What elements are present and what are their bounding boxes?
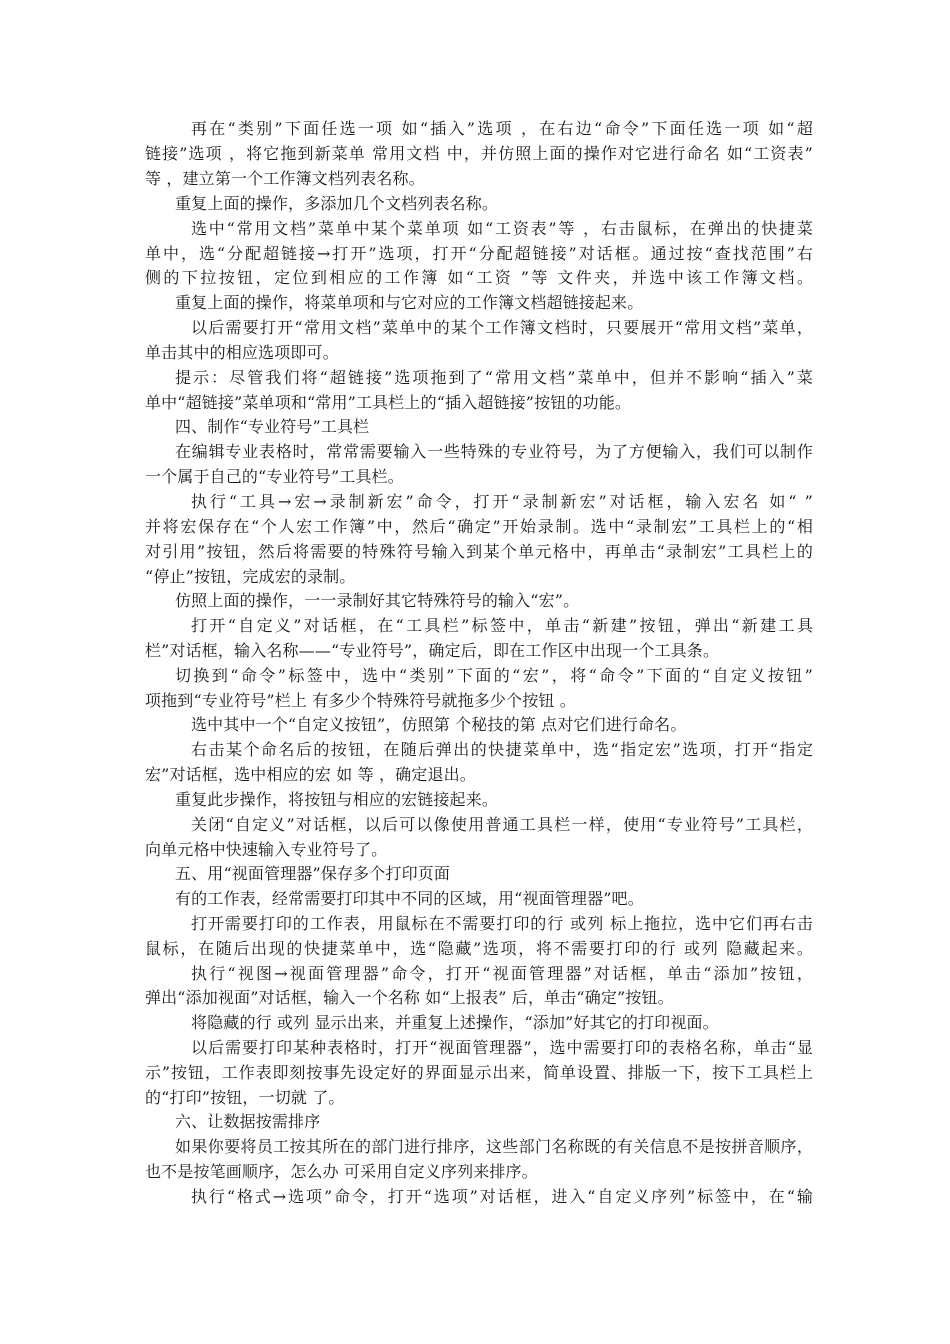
text-line: 重复此步操作，将按钮与相应的宏链接起来。 bbox=[175, 790, 499, 809]
text-line: 打开需要打印的工作表，用鼠标在不需要打印的行 或列 标上拖拉，选中它们再右击 bbox=[191, 914, 813, 933]
section-heading: 四、制作“专业符号”工具栏 bbox=[175, 417, 370, 436]
text-line: 对引用”按钮，然后将需要的特殊符号输入到某个单元格中，再单击“录制宏”工具栏上的 bbox=[145, 542, 813, 561]
text-line: 侧的下拉按钮，定位到相应的工作簿 如“工资 ”等 文件夹，并选中该工作簿文档。 bbox=[145, 268, 813, 287]
text-line: 单中，选“分配超链接→打开”选项，打开“分配超链接”对话框。通过按“查找范围”右 bbox=[145, 244, 813, 263]
text-line: 如果你要将员工按其所在的部门进行排序，这些部门名称既的有关信息不是按拼音顺序， bbox=[175, 1137, 813, 1156]
text-line: 在编辑专业表格时，常常需要输入一些特殊的专业符号，为了方便输入，我们可以制作 bbox=[175, 442, 813, 461]
text-line: 并将宏保存在“个人宏工作簿”中，然后“确定”开始录制。选中“录制宏”工具栏上的“相 bbox=[145, 517, 813, 536]
text-line: 仿照上面的操作，一一录制好其它特殊符号的输入“宏”。 bbox=[175, 591, 580, 610]
text-line: 有的工作表，经常需要打印其中不同的区域，用“视面管理器”吧。 bbox=[175, 889, 644, 908]
text-line: 示”按钮，工作表即刻按事先设定好的界面显示出来，简单设置、排版一下，按下工具栏上 bbox=[145, 1063, 813, 1082]
text-line: 单中“超链接”菜单项和“常用”工具栏上的“插入超链接”按钮的功能。 bbox=[145, 393, 632, 412]
text-line: 执行“视图→视面管理器”命令，打开“视面管理器”对话框，单击“添加”按钮， bbox=[191, 964, 813, 983]
text-line: 的“打印”按钮，一切就 了。 bbox=[145, 1088, 345, 1107]
text-line: 鼠标，在随后出现的快捷菜单中，选“隐藏”选项，将不需要打印的行 或列 隐藏起来。 bbox=[145, 939, 813, 958]
text-line: 以后需要打印某种表格时，打开“视面管理器”，选中需要打印的表格名称，单击“显 bbox=[191, 1038, 813, 1057]
text-line: 宏”对话框，选中相应的宏 如 等 ，确定退出。 bbox=[145, 765, 476, 784]
text-line: 选中“常用文档”菜单中某个菜单项 如“工资表”等 ，右击鼠标，在弹出的快捷菜 bbox=[191, 219, 813, 238]
text-line: 栏”对话框，输入名称——“专业符号”，确定后，即在工作区中出现一个工具条。 bbox=[145, 641, 720, 660]
text-line: 链接”选项 ，将它拖到新菜单 常用文档 中，并仿照上面的操作对它进行命名 如“工资表” bbox=[145, 144, 813, 163]
text-line: 右击某个命名后的按钮，在随后弹出的快捷菜单中，选“指定宏”选项，打开“指定 bbox=[191, 740, 813, 759]
section-heading: 五、用“视面管理器”保存多个打印页面 bbox=[175, 864, 451, 883]
text-line: 执行“格式→选项”命令，打开“选项”对话框，进入“自定义序列”标签中，在“输 bbox=[191, 1187, 813, 1206]
text-line: 关闭“自定义”对话框，以后可以像使用普通工具栏一样，使用“专业符号”工具栏， bbox=[191, 815, 813, 834]
text-line: 执行“工具→宏→录制新宏”命令，打开“录制新宏”对话框，输入宏名 如“ ” bbox=[191, 492, 813, 511]
text-line: 提示：尽管我们将“超链接”选项拖到了“常用文档”菜单中，但并不影响“插入”菜 bbox=[175, 368, 813, 387]
text-line: 选中其中一个“自定义按钮”，仿照第 个秘技的第 点对它们进行命名。 bbox=[191, 715, 687, 734]
text-line: 再在“类别”下面任选一项 如“插入”选项 ，在右边“命令”下面任选一项 如“超 bbox=[191, 119, 813, 138]
text-line: 一个属于自己的“专业符号”工具栏。 bbox=[145, 467, 404, 486]
text-line: 单击其中的相应选项即可。 bbox=[145, 343, 339, 362]
text-line: “停止”按钮，完成宏的录制。 bbox=[145, 567, 356, 586]
text-line: 以后需要打开“常用文档”菜单中的某个工作簿文档时，只要展开“常用文档”菜单， bbox=[191, 318, 813, 337]
text-line: 向单元格中快速输入专业符号了。 bbox=[145, 840, 388, 859]
text-line: 等 ，建立第一个工作簿文档列表名称。 bbox=[145, 169, 425, 188]
text-line: 重复上面的操作，多添加几个文档列表名称。 bbox=[175, 194, 499, 213]
text-line: 将隐藏的行 或列 显示出来，并重复上述操作，“添加”好其它的打印视面。 bbox=[191, 1013, 719, 1032]
text-line: 打开“自定义”对话框，在“工具栏”标签中，单击“新建”按钮，弹出“新建工具 bbox=[191, 616, 813, 635]
text-line: 也不是按笔画顺序，怎么办 可采用自定义序列来排序。 bbox=[145, 1162, 538, 1181]
text-line: 切换到“命令”标签中，选中“类别”下面的“宏”，将“命令”下面的“自定义按钮” bbox=[175, 666, 813, 685]
text-line: 弹出“添加视面”对话框，输入一个名称 如“上报表” 后，单击“确定”按钮。 bbox=[145, 988, 674, 1007]
text-line: 项拖到“专业符号”栏上 有多少个特殊符号就拖多少个按钮 。 bbox=[145, 691, 576, 710]
section-heading: 六、让数据按需排序 bbox=[175, 1112, 321, 1131]
text-line: 重复上面的操作，将菜单项和与它对应的工作簿文档超链接起来。 bbox=[175, 293, 644, 312]
